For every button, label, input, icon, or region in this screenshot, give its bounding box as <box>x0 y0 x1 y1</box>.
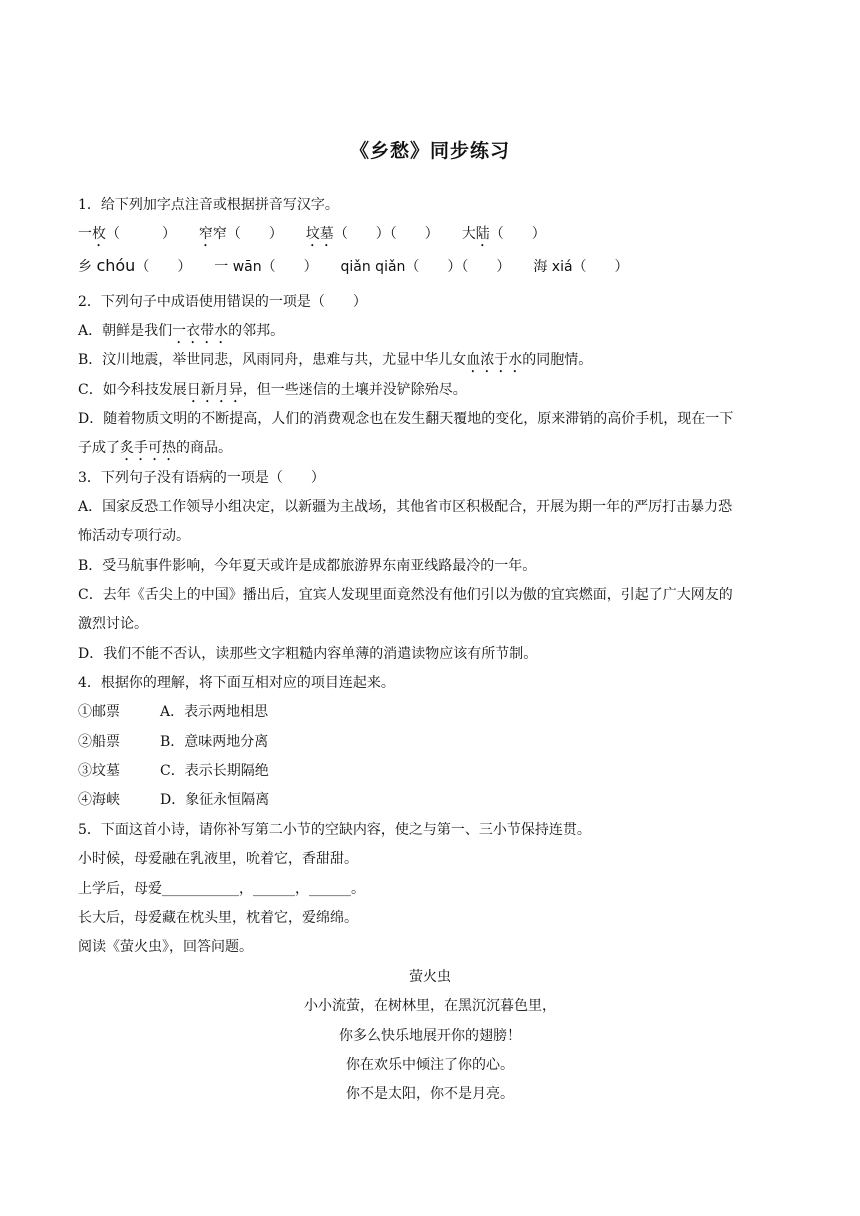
q1-item-qianqian: qiǎn qiǎn（ ）（ ） <box>340 259 511 275</box>
q5-poem-line2-blank: 上学后，母爱___________，______，______。 <box>78 881 365 897</box>
poem-title: 萤火虫 <box>409 969 451 985</box>
q4-pair-3: ③坟墓 C．表示长期隔绝 <box>78 763 269 779</box>
q2-option-b: B．汶川地震，举世同悲，风雨同舟，患难与共，尤显中华儿女血浓于水的同胞情。 <box>78 352 593 368</box>
q2-option-d-line2: 子成了炙手可热的商品。 <box>78 440 232 456</box>
q3-option-a-line2: 怖活动专项行动。 <box>78 528 190 544</box>
q1-stem: 1．给下列加字点注音或根据拼音写汉字。 <box>78 197 339 213</box>
q1-item-fenmu: 坟墓（ ）（ ） <box>305 226 439 242</box>
q4-pair-2: ②船票 B．意味两地分离 <box>78 734 269 750</box>
q1-item-dalu: 大陆（ ） <box>461 226 546 242</box>
q5-poem-line1: 小时候，母爱融在乳液里，吮着它，香甜甜。 <box>78 851 358 867</box>
q4-pair-4: ④海峡 D．象征永恒隔离 <box>78 792 270 808</box>
reading-intro: 阅读《萤火虫》，回答问题。 <box>78 939 253 955</box>
q3-option-b: B．受马航事件影响，今年夏天或许是成都旅游界东南亚线路最冷的一年。 <box>78 558 537 574</box>
q5-poem-line3: 长大后，母爱藏在枕头里，枕着它，爱绵绵。 <box>78 910 358 926</box>
q3-option-c-line2: 激烈讨论。 <box>78 616 148 632</box>
q4-pair-1: ①邮票 A．表示两地相思 <box>78 704 269 720</box>
q3-option-a-line1: A．国家反恐工作领导小组决定，以新疆为主战场，其他省市区积极配合，开展为期一年的严厉打击暴力恐 <box>78 499 733 515</box>
q1-item-mei: 一枚（ ） <box>78 226 176 242</box>
q5-stem: 5．下面这首小诗，请你补写第二小节的空缺内容，使之与第一、三小节保持连贯。 <box>78 822 591 838</box>
q1-row2 <box>78 256 788 277</box>
q4-stem: 4．根据你的理解，将下面互相对应的项目连起来。 <box>78 675 395 691</box>
q2-stem: 2．下列句子中成语使用错误的一项是（ ） <box>78 294 367 310</box>
poem-line: 你在欢乐中倾注了你的心。 <box>346 1057 514 1073</box>
q3-option-d: D．我们不能不否认，读那些文字粗糙内容单薄的消遣读物应该有所节制。 <box>78 646 538 662</box>
q1-item-wan: 一 wān（ ） <box>214 259 318 275</box>
q3-stem: 3．下列句子没有语病的一项是（ ） <box>78 470 325 486</box>
page-title: 《乡愁》同步练习 <box>349 140 510 162</box>
q1-item-zhai: 窄窄（ ） <box>198 226 283 242</box>
q2-option-a: A．朝鲜是我们一衣带水的邻邦。 <box>78 323 285 339</box>
q2-option-c: C．如今科技发展日新月异，但一些迷信的土壤并没铲除殆尽。 <box>78 382 467 398</box>
q1-row1 <box>78 224 788 250</box>
q1-item-chou: 乡 chóu（ ） <box>78 256 192 275</box>
poem-line: 小小流萤，在树林里，在黑沉沉暮色里， <box>304 998 556 1014</box>
q3-option-c-line1: C．去年《舌尖上的中国》播出后，宜宾人发现里面竟然没有他们引以为傲的宜宾燃面，引起了广大网友的 <box>78 587 733 603</box>
poem-line: 你多么快乐地展开你的翅膀！ <box>339 1028 521 1044</box>
q2-option-d-line1: D．随着物质文明的不断提高，人们的消费观念也在发生翻天覆地的变化，原来滞销的高价手机，现在一下 <box>78 411 734 427</box>
q1-item-xia: 海 xiá（ ） <box>533 259 629 275</box>
poem-line: 你不是太阳，你不是月亮。 <box>346 1086 514 1102</box>
